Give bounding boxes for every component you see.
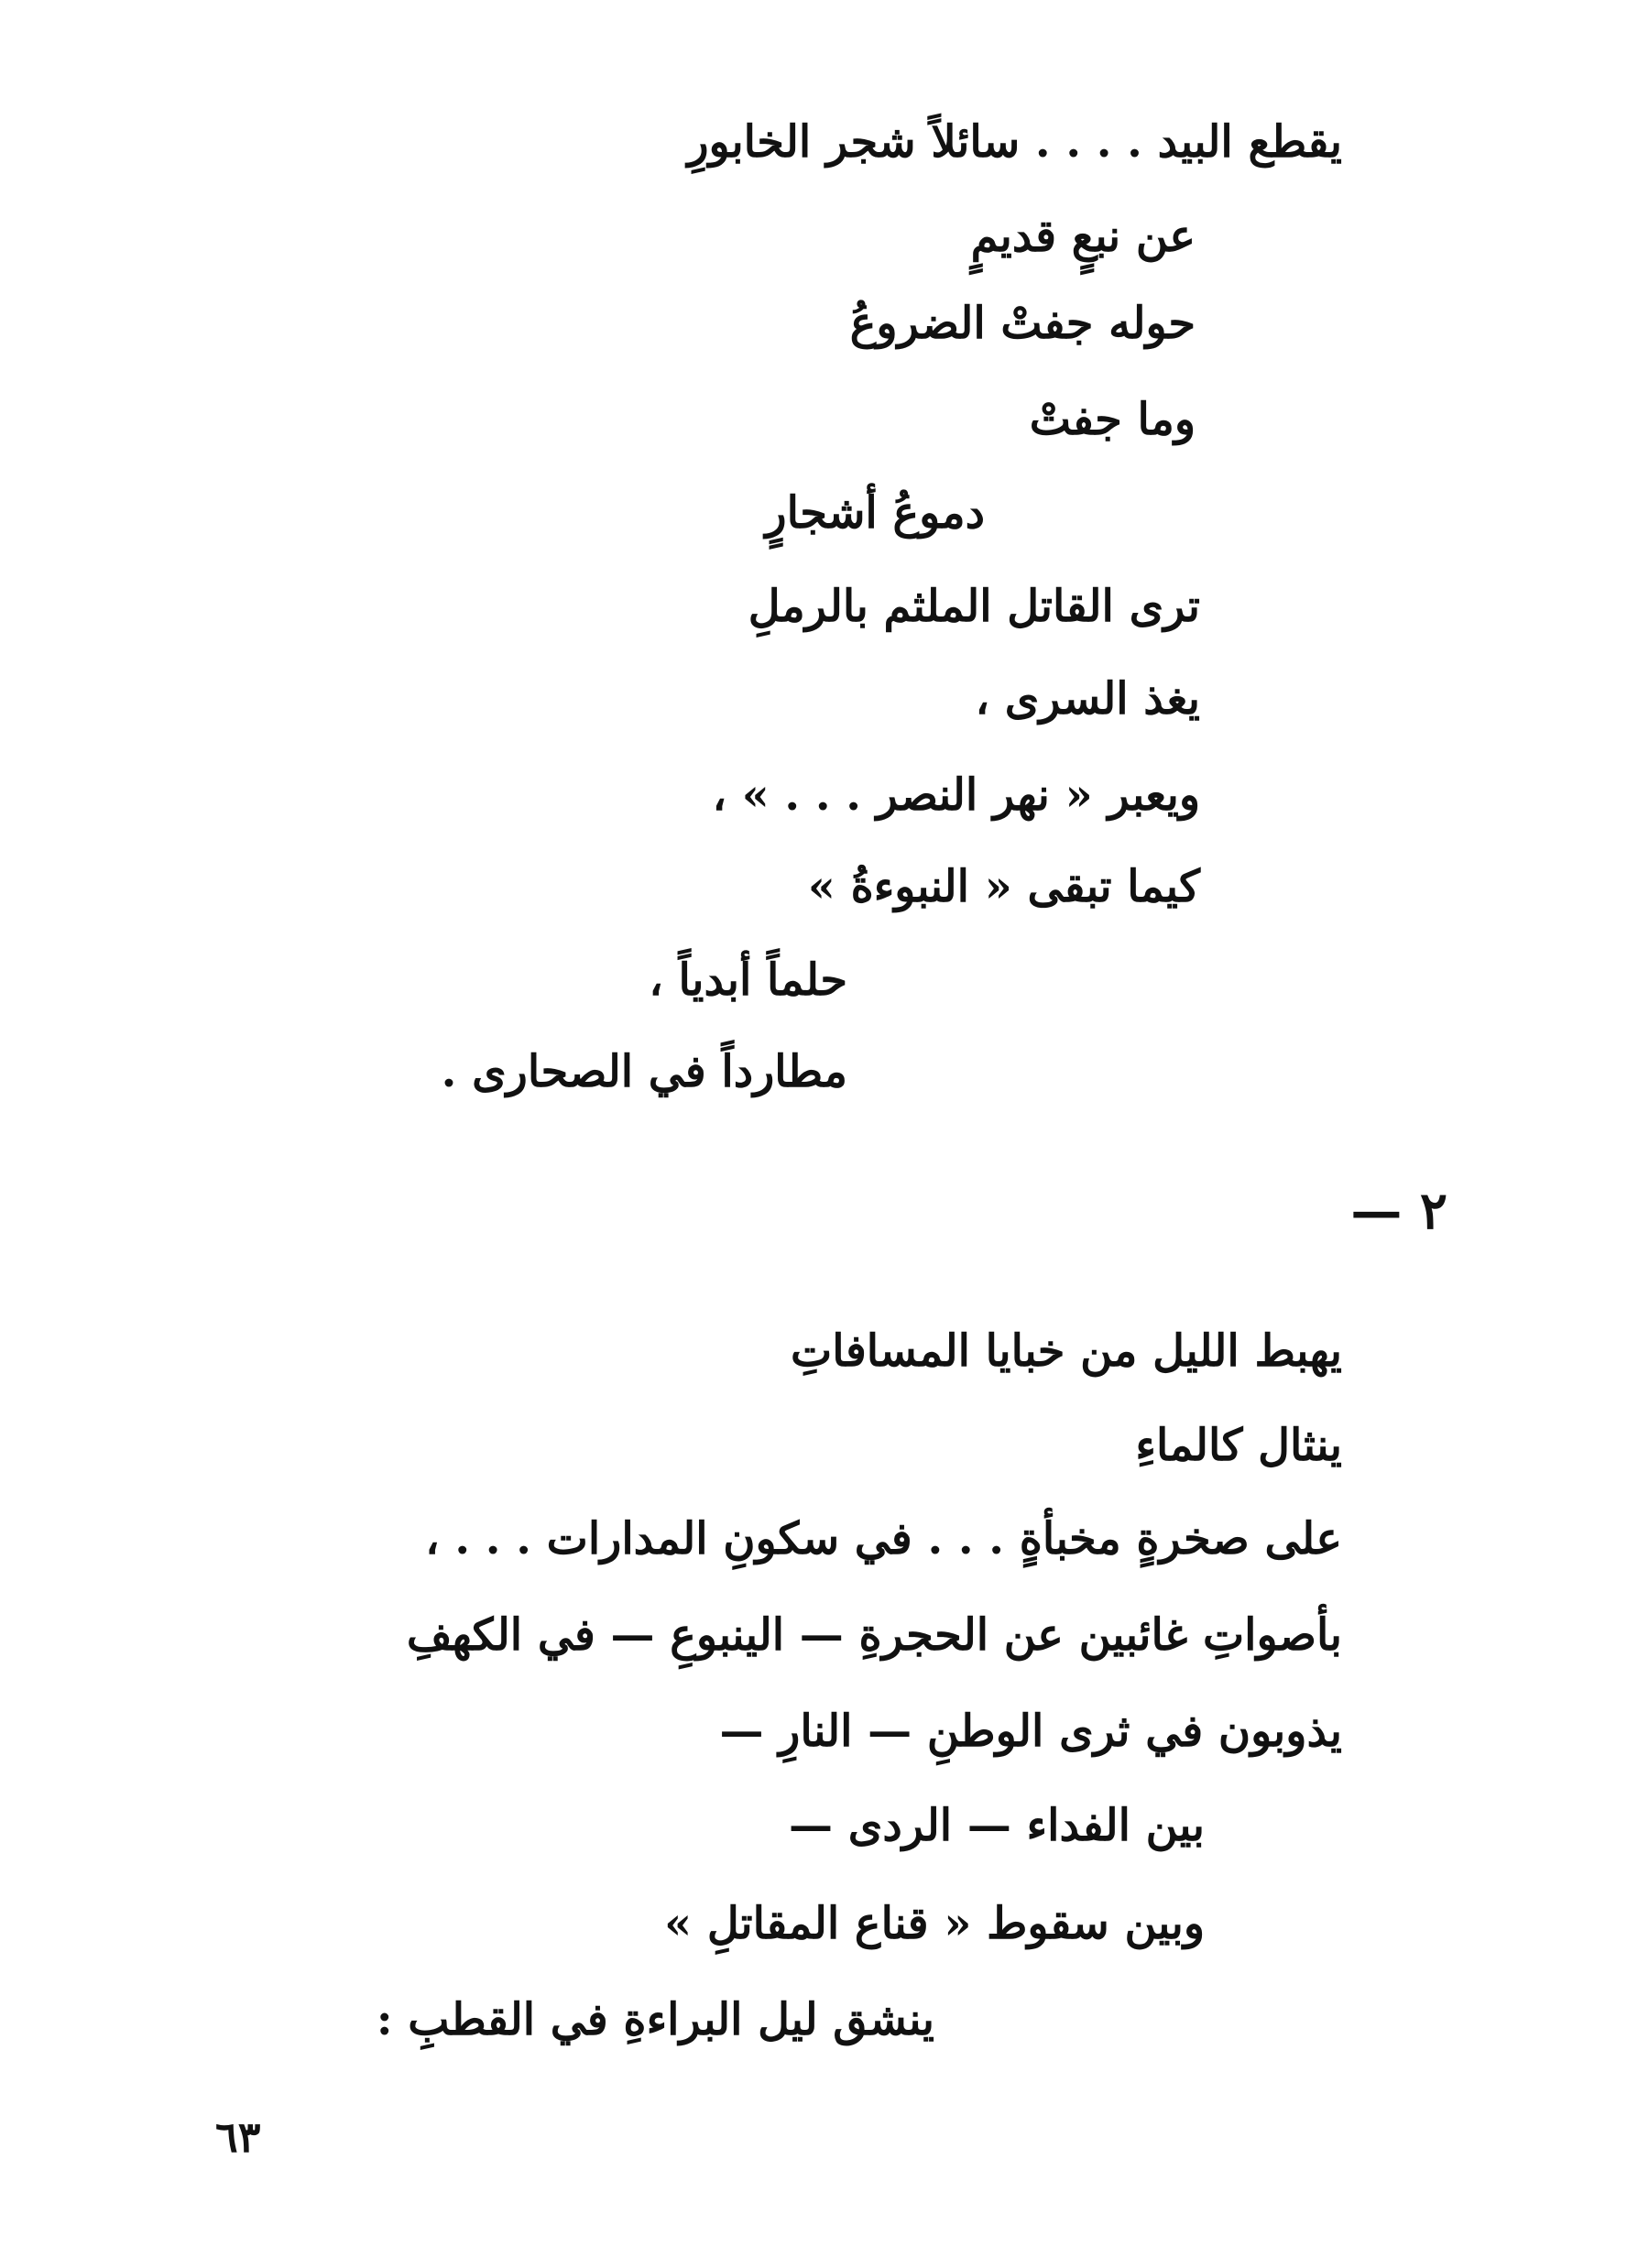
- poem-line: ترى القاتل الملثم بالرملِ: [748, 581, 1200, 632]
- poem-line: ينشق ليل البراءةِ في القطبِ :: [376, 1994, 934, 2045]
- poem-line: حلماً أبدياً ،: [649, 954, 847, 1006]
- poem-line: بأصواتِ غائبين عن الحجرةِ — الينبوعِ — في الكهفِ: [406, 1609, 1342, 1661]
- poem-line: على صخرةٍ مخبأةٍ . . . في سكونِ المدارات . . . ،: [425, 1513, 1342, 1565]
- poem-line: يقطع البيد . . . . سائلاً شجر الخابورِ: [687, 116, 1342, 168]
- poem-line: عن نبعٍ قديمٍ: [970, 211, 1196, 262]
- poem-line: يهبط الليل من خبايا المسافاتِ: [791, 1325, 1342, 1377]
- poem-line: ويعبر « نهر النصر . . . » ،: [712, 769, 1200, 821]
- poem-line: وبين سقوط « قناع المقاتلِ »: [664, 1898, 1205, 1949]
- poem-line: دموعُ أشجارٍ: [765, 487, 985, 539]
- poem-line: وما جفتْ: [1029, 394, 1196, 445]
- poem-line: يذوبون في ثرى الوطنِ — النارِ —: [719, 1706, 1342, 1757]
- poem-line: مطارداً في الصحارى .: [441, 1046, 847, 1097]
- poem-line: يغذ السرى ،: [975, 673, 1200, 725]
- poem-line: حوله جفتْ الضروعُ: [849, 298, 1196, 349]
- poem-line: بين الفداء — الردى —: [789, 1800, 1205, 1851]
- page-number: ٦٣: [215, 2112, 261, 2162]
- section-number: ٢ —: [1350, 1181, 1447, 1241]
- poem-line: كيما تبقى « النبوءةُ »: [807, 861, 1200, 912]
- poem-line: ينثال كالماءِ: [1135, 1420, 1342, 1471]
